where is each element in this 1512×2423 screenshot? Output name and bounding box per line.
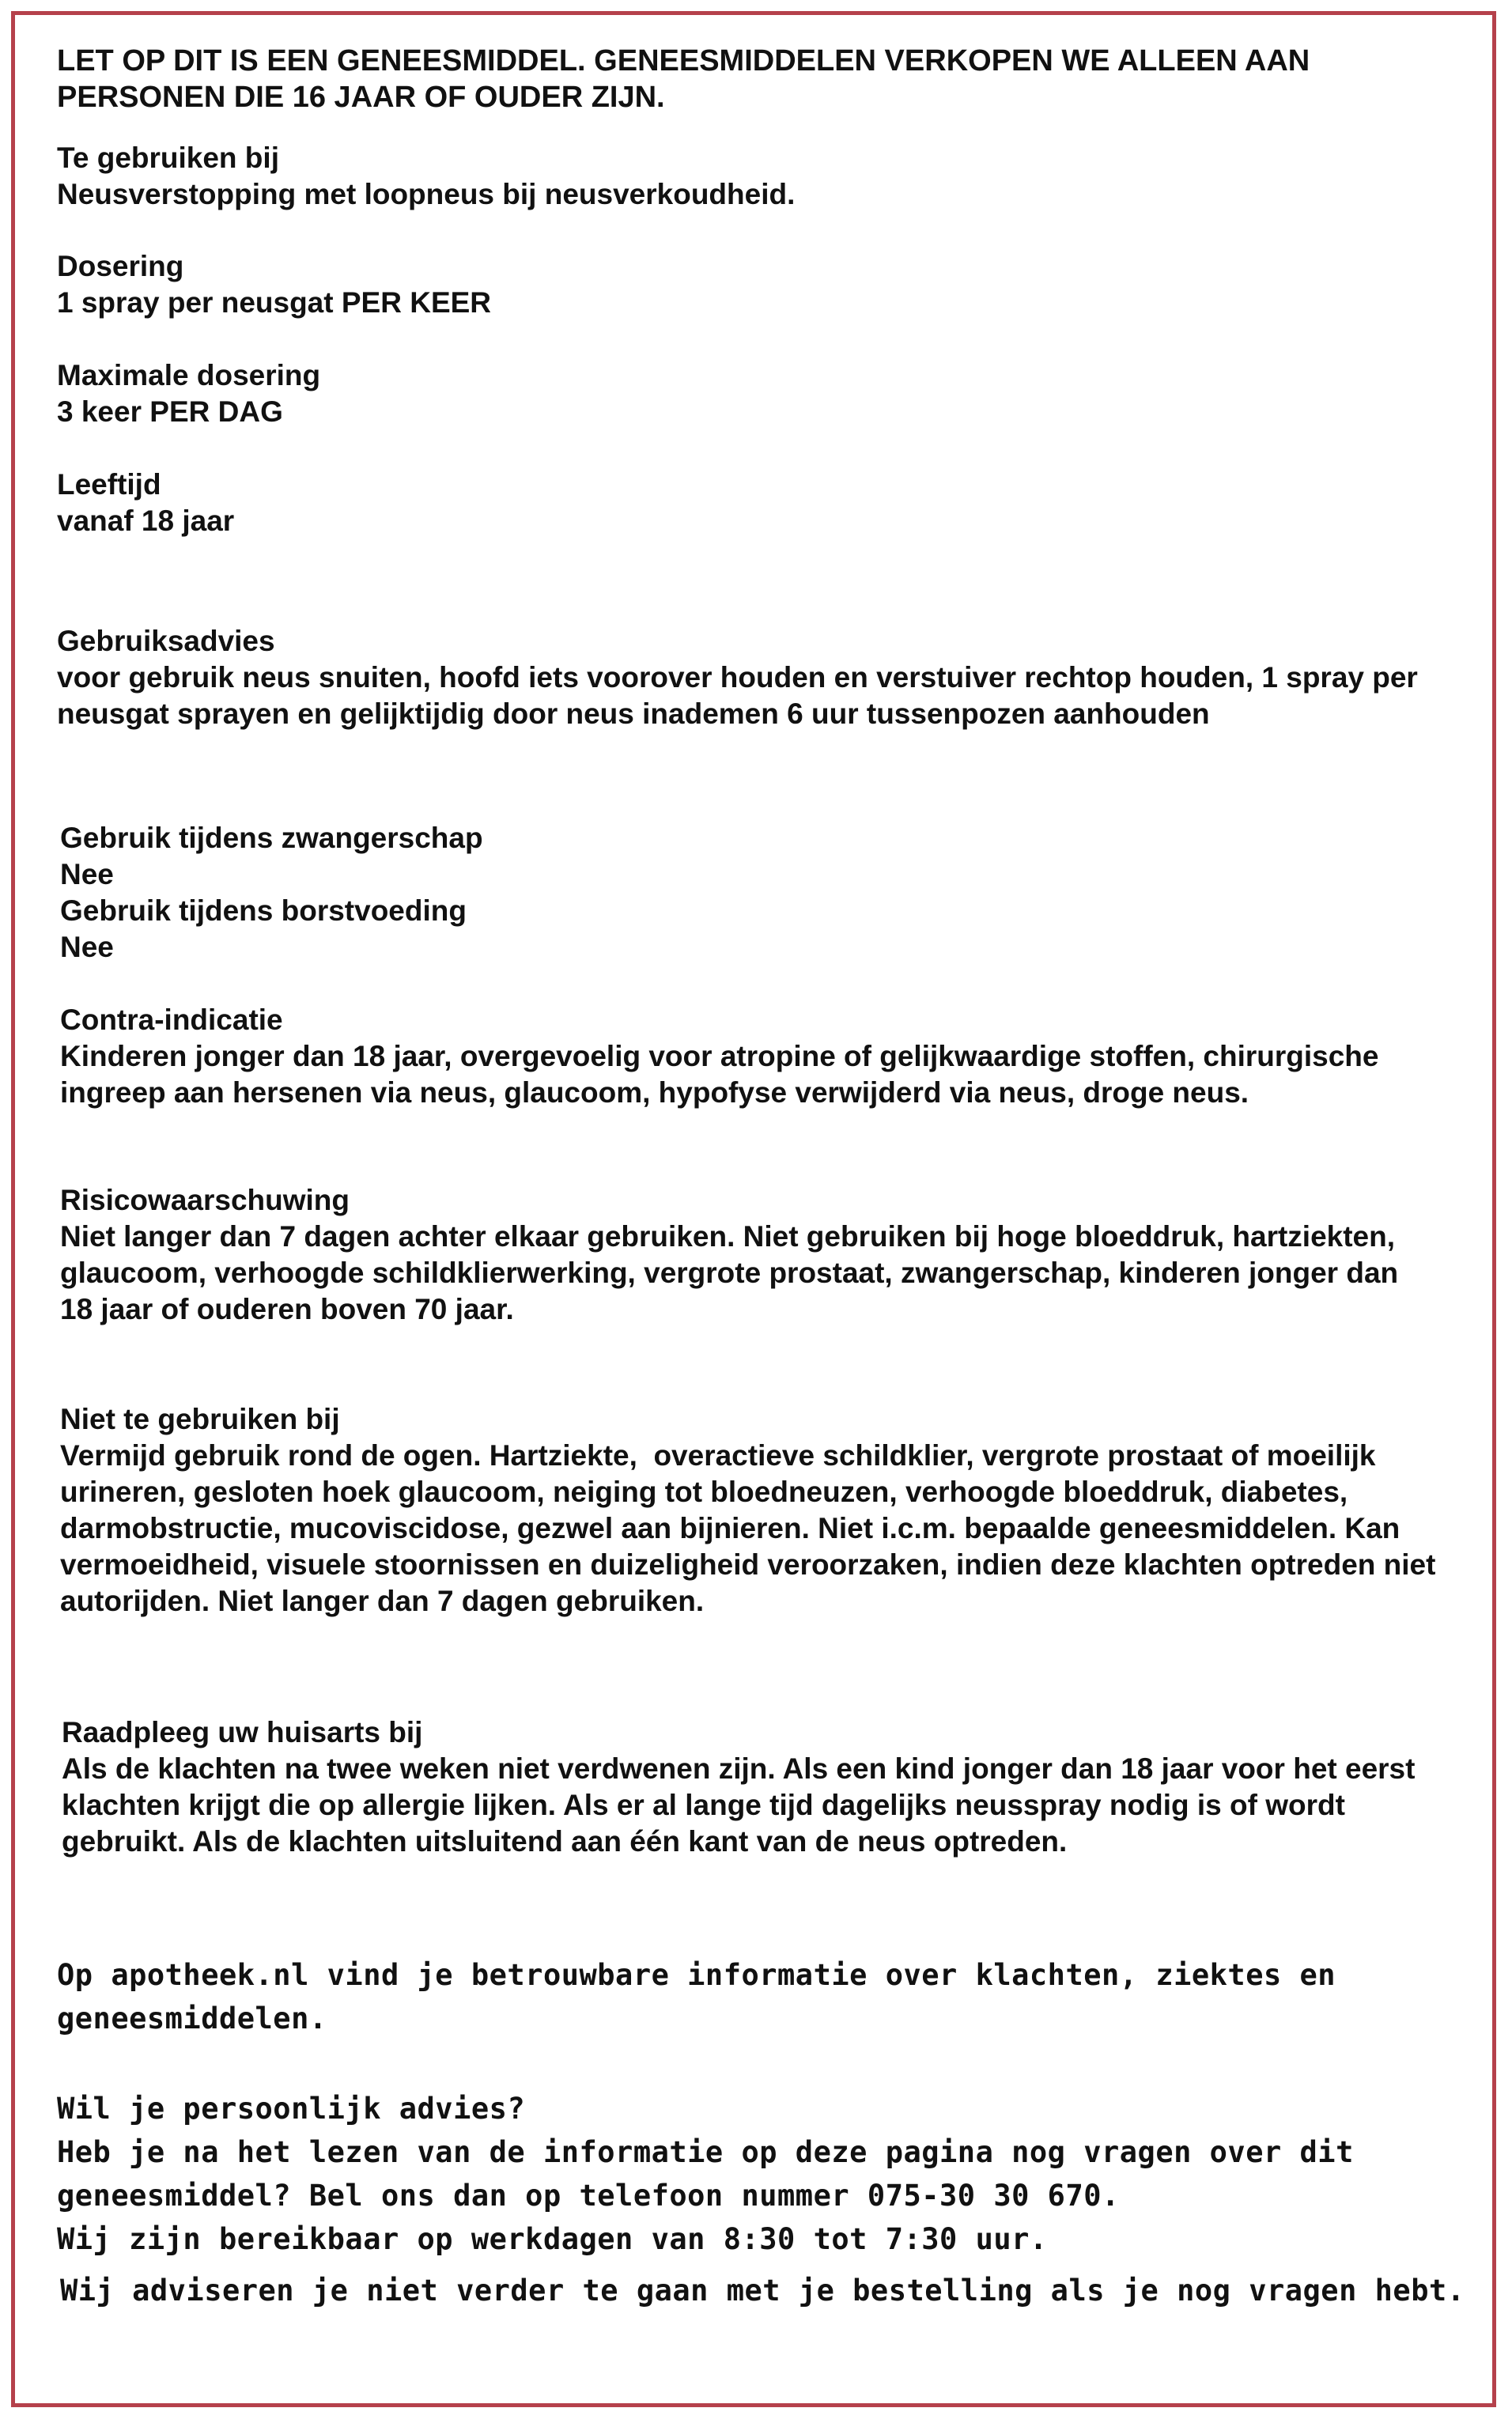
section-use-text: Neusverstopping met loopneus bij neusverkoudheid.: [57, 178, 796, 210]
footer-info: Op apotheek.nl vind je betrouwbare informatie over klachten, ziektes en geneesmiddelen.: [57, 1958, 1354, 2036]
section-not-use-heading: Niet te gebruiken bij: [60, 1403, 340, 1435]
section-risk-text: Niet langer dan 7 dagen achter elkaar gebruiken. Niet gebruiken bij hoge bloeddruk, hartziekten, glaucoom, verhoogde schildklierwerking, vergrote prostaat, zwangerschap, kinderen jonger dan 18 jaar of ouderen boven 70 jaar.: [60, 1220, 1407, 1325]
section-advice-text: voor gebruik neus snuiten, hoofd iets voorover houden en verstuiver rechtop houden, 1 spray per neusgat sprayen en gelijktijdig door neus inademen 6 uur tussenpozen aanhouden: [57, 661, 1427, 730]
section-pregnancy-heading: Gebruik tijdens zwangerschap: [60, 822, 483, 854]
section-contra-heading: Contra-indicatie: [60, 1004, 283, 1036]
section-age-text: vanaf 18 jaar: [57, 505, 235, 537]
section-dosage-heading: Dosering: [57, 250, 184, 282]
section-doctor-heading: Raadpleeg uw huisarts bij: [62, 1716, 423, 1748]
section-use-heading: Te gebruiken bij: [57, 142, 279, 174]
footer-advice: Wij adviseren je niet verder te gaan met je bestelling als je nog vragen hebt.: [60, 2274, 1465, 2308]
section-max-dosage-text: 3 keer PER DAG: [57, 395, 283, 428]
section-max-dosage-heading: Maximale dosering: [57, 359, 321, 391]
section-not-use-text: Vermijd gebruik rond de ogen. Hartziekte, overactieve schildklier, vergrote prostaat of moeilijk urineren, gesloten hoek glaucoom, neiging tot bloedneuzen, verhoogde bloeddruk, diabetes, darmobstructie, mucoviscidose, gezwel aan bijnieren. Niet i.c.m. bepaalde geneesmiddelen. Kan vermoeidheid, visuele stoornissen en duizeligheid veroorzaken, indien deze klachten optreden niet autorijden. Niet langer dan 7 dagen gebruiken.: [60, 1439, 1444, 1617]
section-pregnancy-text: Nee: [60, 858, 114, 890]
section-age-heading: Leeftijd: [57, 468, 161, 501]
age-warning: LET OP DIT IS EEN GENEESMIDDEL. GENEESMIDDELEN VERKOPEN WE ALLEEN AAN PERSONEN DIE 16 JAAR OF OUDER ZIJN.: [57, 44, 1318, 114]
section-dosage-text: 1 spray per neusgat PER KEER: [57, 286, 492, 319]
section-doctor-text: Als de klachten na twee weken niet verdwenen zijn. Als een kind jonger dan 18 jaar voor het eerst klachten krijgt die op allergie lijken. Als er al lange tijd dagelijks neusspray nodig is of wordt gebruikt. Als de klachten uitsluitend aan één kant van de neus optreden.: [62, 1752, 1423, 1858]
section-advice-heading: Gebruiksadvies: [57, 625, 275, 657]
footer-hours: Wij zijn bereikbaar op werkdagen van 8:30 tot 7:30 uur.: [57, 2222, 1048, 2256]
footer-question: Wil je persoonlijk advies?: [57, 2092, 526, 2126]
section-breastfeeding-text: Nee: [60, 931, 114, 963]
section-contra-text: Kinderen jonger dan 18 jaar, overgevoelig voor atropine of gelijkwaardige stoffen, chirurgische ingreep aan hersenen via neus, glaucoom, hypofyse verwijderd via neus, droge neus.: [60, 1040, 1387, 1109]
footer-call: Heb je na het lezen van de informatie op deze pagina nog vragen over dit geneesmiddel? Bel ons dan op telefoon nummer 075-30 30 670.: [57, 2135, 1372, 2213]
section-breastfeeding-heading: Gebruik tijdens borstvoeding: [60, 894, 467, 927]
section-risk-heading: Risicowaarschuwing: [60, 1184, 350, 1216]
